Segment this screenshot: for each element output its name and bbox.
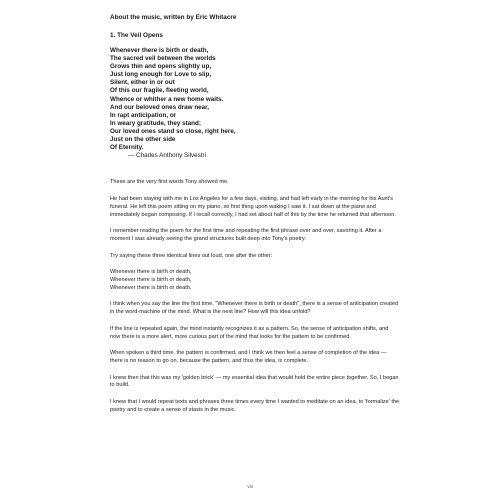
poem [110,47,400,152]
paragraph: I remember reading the poem for the first time and repeating the first phrase over and over, savoring it. After a moment I was already seeing the grand structures built deep into Tony's poetry. [110,228,382,243]
repeated-line: Whenever there is birth or death, [110,276,192,283]
poem-line: Silent, either in or out [110,79,175,87]
paragraph: Try saying these three identical lines out loud, one after the other: [110,252,273,259]
paragraph: He had been staying with me in Los Angeles for a few days, visiting, and had left early in the morning for his Aunt's funeral. He left this poem sitting on my piano, so first thing upon waking I saw it. I sat down at the piano and immediately began composing. If I recall correctly, I had set about half of this by the time he returned that afternoon. [110,195,396,218]
poem-attribution: — Charles Anthony Silvestri [128,152,207,160]
paragraph: When spoken a third time, the pattern is confirmed, and I think we then feel a sense of completion of the idea — there is no reason to go on, because the pattern, and thus the idea, is complete. [110,350,387,365]
repeated-line: Whenever there is birth or death, [110,269,192,276]
poem-line: Of Eternity. [110,144,144,152]
poem-line: Just on the other side [110,136,176,144]
poem-line: Whence or whither a new home waits. [110,95,224,103]
paragraph: These are the very first words Tony showed me. [110,179,229,186]
poem-line: Of this our fragile, fleeting world, [110,87,209,95]
essay-body [110,179,400,414]
poem-line: Grows thin and opens slightly up, [110,63,212,71]
paragraph: I think when you say the line the first time, "Whenever there is birth or death", there is a sense of anticipation created in the word-machine of the mind. What is the next line? How will this idea unfold? [110,301,399,316]
poem-line: Our loved ones stand so close, right here, [110,127,236,135]
poem-line: And our beloved ones draw near, [110,103,210,111]
section-title: About the music, written by Eric Whitacre [110,14,237,21]
repeated-line: Whenever there is birth or death. [110,284,192,291]
repeated-lines [110,269,400,293]
document-page [110,14,400,423]
poem-line: In weary gratitude, they stand; [110,119,201,127]
poem-line: The sacred veil between the worlds [110,55,216,63]
paragraph: If the line is repeated again, the mind instantly recognizes it as a pattern. So, the sense of anticipation shifts, and now there is a more alert, more curious part of the mind that looks for the pattern to be confirmed. [110,325,389,340]
poem-line: In rapt anticipation, or [110,111,177,119]
paragraph: I knew that I would repeat texts and phrases three times every time I wanted to meditate on an idea, to 'formalize' the poetry and to create a sense of stasis in the music. [110,398,400,413]
piece-title: 1. The Veil Opens [110,32,163,39]
page-number: viii [247,485,253,490]
poem-line: Just long enough for Love to slip, [110,71,212,79]
paragraph: I knew then that this was my 'golden brick' — my essential idea that would hold the entire piece together. So, I began to build. [110,374,399,389]
poem-line: Whenever there is birth or death, [110,47,209,54]
